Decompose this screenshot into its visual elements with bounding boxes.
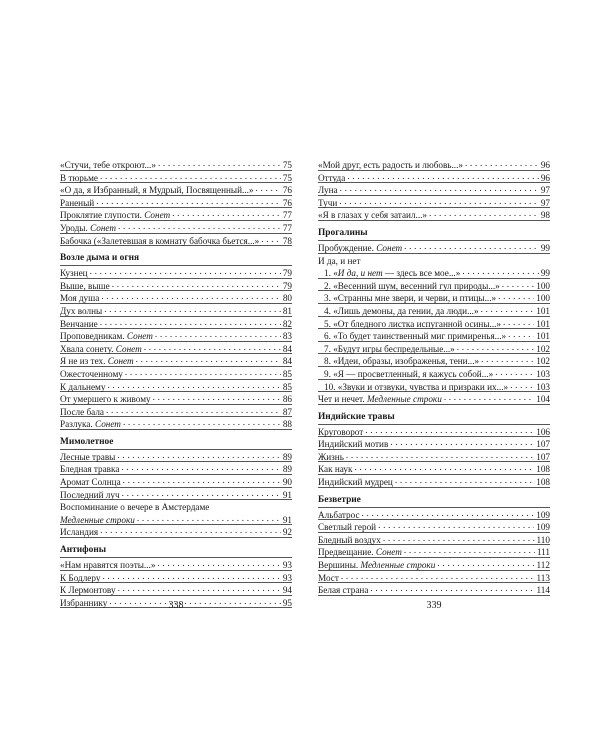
- toc-entry: [60, 183, 292, 196]
- entry-title: Вершины. Медленные строки: [318, 560, 436, 571]
- toc-subentry: [318, 317, 550, 330]
- dot-leader: [144, 342, 281, 352]
- page-reference: 101: [536, 331, 550, 342]
- entry-title: Альбатрос: [318, 509, 360, 520]
- page-reference: 84: [282, 356, 292, 367]
- entry-genre: И да, и нет: [337, 268, 383, 279]
- toc-entry: [60, 171, 292, 184]
- dot-leader: [118, 583, 281, 593]
- dot-leader: [444, 392, 534, 402]
- page-reference: 76: [282, 197, 292, 208]
- page-reference: 101: [536, 305, 550, 316]
- dot-leader: [481, 354, 534, 364]
- toc-entry: [60, 405, 292, 418]
- page-reference: 110: [536, 534, 550, 545]
- entry-title: Оттуда: [318, 172, 346, 183]
- toc-subentry: [318, 380, 550, 393]
- entry-title: Мост: [318, 572, 339, 583]
- entry-title: К Лермонтову: [60, 585, 116, 596]
- toc-entry: [60, 475, 292, 488]
- dot-leader: [125, 367, 281, 377]
- page-reference: 111: [536, 547, 550, 558]
- dot-leader: [365, 425, 534, 435]
- dot-leader: [101, 291, 281, 301]
- dot-leader: [96, 196, 281, 206]
- entry-title: Предвещание. Сонет: [318, 547, 402, 558]
- entry-title: Луна: [318, 185, 338, 196]
- page-reference: 93: [282, 560, 292, 571]
- toc-entry: [318, 520, 550, 533]
- page-reference: 83: [282, 331, 292, 342]
- toc-entry: [60, 158, 292, 171]
- entry-title: Моя душа: [60, 293, 100, 304]
- dot-leader: [390, 437, 534, 447]
- page-reference: 99: [540, 268, 550, 279]
- dot-leader: [437, 558, 534, 568]
- page-reference: 108: [536, 477, 550, 488]
- dot-leader: [498, 291, 534, 301]
- entry-genre: Медленные строки: [366, 394, 442, 405]
- page-reference: 80: [282, 293, 292, 304]
- page-reference: 89: [282, 464, 292, 475]
- entry-title: От умершего к живому: [60, 394, 151, 405]
- page-reference: 79: [282, 280, 292, 291]
- section-heading: Мимолетное: [60, 436, 292, 450]
- entry-title: Бабочка («Залетевшая в комнату бабочка бьется...»: [60, 235, 260, 246]
- page-reference: 87: [282, 406, 292, 417]
- page-reference: 109: [536, 509, 550, 520]
- toc-entry: [60, 583, 292, 596]
- toc-entry: [60, 500, 292, 513]
- page-reference: 92: [282, 527, 292, 538]
- page-reference: 89: [282, 451, 292, 462]
- toc-entry: [60, 196, 292, 209]
- dot-leader: [465, 158, 539, 168]
- entry-genre: Сонет: [126, 331, 153, 342]
- page-reference: 106: [536, 426, 550, 437]
- entry-genre: Медленные строки: [360, 560, 436, 571]
- entry-title: 1. «И да, и нет — здесь все мое...»: [324, 268, 461, 279]
- dot-leader: [104, 304, 281, 314]
- page-reference: 90: [282, 477, 292, 488]
- dot-leader: [100, 171, 281, 181]
- dot-leader: [106, 405, 281, 415]
- toc-entry: [60, 571, 292, 584]
- toc-entry: [60, 392, 292, 405]
- dot-leader: [137, 513, 281, 523]
- entry-title: 8. «Идеи, образы, изображенья, тени...»: [324, 356, 480, 367]
- dot-leader: [462, 266, 538, 276]
- entry-title: 5. «От бледного листка испуганной осины...»: [324, 318, 502, 329]
- toc-entry: [60, 234, 292, 247]
- entry-title: 9. «Я — просветленный, я кажусь собой...»: [324, 368, 494, 379]
- toc-entry: [318, 583, 550, 596]
- dot-leader: [339, 196, 539, 206]
- dot-leader: [121, 462, 280, 472]
- dot-leader: [117, 450, 280, 460]
- dot-leader: [153, 392, 281, 402]
- toc-entry: [318, 241, 550, 254]
- entry-title: Проповедникам. Сонет: [60, 331, 153, 342]
- dot-leader: [107, 380, 280, 390]
- dot-leader: [123, 417, 281, 427]
- section-heading: Безветрие: [318, 494, 550, 508]
- toc-entry: [318, 171, 550, 184]
- dot-leader: [256, 183, 281, 193]
- toc-entry: [318, 254, 550, 267]
- toc-entry: [318, 158, 550, 171]
- dot-leader: [100, 525, 281, 535]
- toc-subentry: [318, 367, 550, 380]
- entry-title: После бала: [60, 406, 104, 417]
- toc-entry: [60, 342, 292, 355]
- dot-leader: [354, 462, 534, 472]
- toc-entry: [60, 558, 292, 571]
- section-heading: Возле дыма и огня: [60, 252, 292, 266]
- page-reference: 86: [282, 394, 292, 405]
- entry-title: Ожесточенному: [60, 368, 123, 379]
- entry-title: 10. «Звуки и отзвуки, чувства и призраки их...»: [324, 381, 509, 392]
- section-heading: Индийские травы: [318, 411, 550, 425]
- page-reference: 93: [282, 572, 292, 583]
- entry-genre: Сонет: [90, 222, 116, 233]
- toc-entry: [60, 450, 292, 463]
- page-reference: 91: [282, 489, 292, 500]
- toc-entry: [318, 558, 550, 571]
- dot-leader: [100, 317, 281, 327]
- dot-leader: [261, 234, 281, 244]
- entry-title: Круговорот: [318, 426, 364, 437]
- page-reference: 113: [536, 572, 550, 583]
- page-reference: 107: [536, 451, 550, 462]
- page-reference: 84: [282, 343, 292, 354]
- toc-entry: [60, 291, 292, 304]
- page-reference: 96: [540, 160, 550, 170]
- entry-title: 4. «Лишь демоны, да гении, да люди...»: [324, 305, 479, 316]
- page-reference: 76: [282, 185, 292, 196]
- entry-title: В тюрьме: [60, 172, 98, 183]
- entry-title: Аромат Солнца: [60, 477, 121, 488]
- entry-title: Индийский мотив: [318, 439, 389, 450]
- toc-entry: [60, 488, 292, 501]
- entry-title: «Стучи, тебе откроют...»: [60, 160, 156, 170]
- dot-leader: [383, 533, 535, 543]
- dot-leader: [503, 317, 534, 327]
- dot-leader: [457, 342, 534, 352]
- entry-title: Бледный воздух: [318, 534, 381, 545]
- page-reference: 75: [282, 172, 292, 183]
- entry-title: Я не из тех. Сонет: [60, 356, 134, 367]
- page-reference: 108: [536, 464, 550, 475]
- dot-leader: [510, 380, 534, 390]
- dot-leader: [157, 558, 280, 568]
- toc-subentry: [318, 291, 550, 304]
- toc-entry: [60, 513, 292, 526]
- dot-leader: [122, 488, 281, 498]
- left-page-contents: [60, 158, 292, 608]
- toc-entry: [60, 417, 292, 430]
- page-reference: 97: [540, 197, 550, 208]
- page-reference: 107: [536, 439, 550, 450]
- entry-title: Светлый герой: [318, 522, 377, 533]
- dot-leader: [395, 475, 534, 485]
- entry-genre: Сонет: [376, 242, 403, 253]
- entry-genre: Сонет: [107, 356, 134, 367]
- toc-entry: [60, 380, 292, 393]
- toc-entry: [318, 183, 550, 196]
- page-reference: 102: [536, 343, 550, 354]
- page-reference: 100: [536, 280, 550, 291]
- page-reference: 112: [536, 560, 550, 571]
- dot-leader: [495, 367, 534, 377]
- dot-leader: [340, 183, 539, 193]
- dot-leader: [502, 279, 534, 289]
- page-number-left: 338: [168, 600, 184, 611]
- page-reference: 75: [282, 160, 292, 170]
- toc-subentry: [318, 304, 550, 317]
- toc-entry: [318, 571, 550, 584]
- page-reference: 95: [282, 597, 292, 608]
- dot-leader: [90, 266, 281, 276]
- toc-entry: [318, 508, 550, 521]
- entry-title: Тучи: [318, 197, 338, 208]
- dot-leader: [363, 254, 548, 264]
- toc-entry: [318, 392, 550, 405]
- entry-title: Пробуждение. Сонет: [318, 242, 403, 253]
- entry-title: Уроды. Сонет: [60, 222, 116, 233]
- toc-entry: [60, 462, 292, 475]
- page-reference: 77: [282, 210, 292, 221]
- page-reference: 101: [536, 318, 550, 329]
- dot-leader: [404, 241, 539, 251]
- page-reference: 91: [282, 514, 292, 525]
- entry-genre: Сонет: [375, 547, 402, 558]
- entry-title: Проклятие глупости. Сонет: [60, 210, 171, 221]
- page-reference: 94: [282, 585, 292, 596]
- toc-entry: [60, 208, 292, 221]
- page-reference: 85: [282, 381, 292, 392]
- entry-title: Выше, выше: [60, 280, 110, 291]
- entry-title: И да, и нет: [318, 255, 361, 266]
- dot-leader: [136, 354, 281, 364]
- dot-leader: [378, 520, 534, 530]
- section-heading: Антифоны: [60, 544, 292, 558]
- toc-subentry: [318, 266, 550, 279]
- entry-title: Белая страна: [318, 585, 369, 596]
- toc-entry: [60, 221, 292, 234]
- entry-title: К дальнему: [60, 381, 106, 392]
- page-reference: 96: [540, 172, 550, 183]
- toc-entry: [60, 266, 292, 279]
- toc-entry: [318, 425, 550, 438]
- dot-leader: [429, 208, 539, 218]
- entry-title: Избраннику: [60, 597, 108, 608]
- page-reference: 78: [282, 235, 292, 246]
- entry-title: «Мой друг, есть радость и любовь...»: [318, 160, 463, 170]
- toc-subentry: [318, 342, 550, 355]
- page-reference: 88: [282, 419, 292, 430]
- dot-leader: [102, 571, 280, 581]
- page-reference: 82: [282, 318, 292, 329]
- page-reference: 99: [540, 242, 550, 253]
- toc-entry: [60, 317, 292, 330]
- entry-title: Раненый: [60, 197, 95, 208]
- entry-title: «О да, я Избранный, я Мудрый, Посвященный...»: [60, 185, 254, 196]
- toc-subentry: [318, 354, 550, 367]
- toc-entry: [318, 533, 550, 546]
- toc-entry: [318, 545, 550, 558]
- toc-entry: [60, 329, 292, 342]
- entry-title: Индийский мудрец: [318, 477, 393, 488]
- dot-leader: [172, 208, 281, 218]
- entry-title: «Я в глазах у себя затаил...»: [318, 210, 428, 221]
- page-number-right: 339: [426, 600, 442, 611]
- dot-leader: [404, 545, 535, 555]
- toc-entry: [318, 437, 550, 450]
- toc-subentry: [318, 329, 550, 342]
- entry-title: Разлука. Сонет: [60, 419, 121, 430]
- right-page-contents: [318, 158, 550, 596]
- entry-title: Чет и нечет. Медленные строки: [318, 394, 442, 405]
- dot-leader: [347, 171, 539, 181]
- toc-entry: [318, 462, 550, 475]
- entry-title: Хвала сонету. Сонет: [60, 343, 142, 354]
- page-reference: 100: [536, 293, 550, 304]
- page-reference: 98: [540, 210, 550, 221]
- entry-title: Последний луч: [60, 489, 120, 500]
- toc-entry: [60, 525, 292, 538]
- dot-leader: [370, 583, 534, 593]
- dot-leader: [155, 329, 281, 339]
- toc-entry: [60, 367, 292, 380]
- dot-leader: [211, 500, 290, 510]
- page-reference: 97: [540, 185, 550, 196]
- toc-entry: [318, 196, 550, 209]
- entry-title: 6. «То будет таинственный миг примиренья...»: [324, 331, 507, 342]
- entry-title: Исландия: [60, 527, 99, 538]
- page-reference: 109: [536, 522, 550, 533]
- entry-title: 3. «Странны мне звери, и черви, и птицы...»: [324, 293, 497, 304]
- dot-leader: [123, 475, 281, 485]
- toc-entry: [318, 208, 550, 221]
- entry-title: Как наук: [318, 464, 353, 475]
- page-reference: 102: [536, 356, 550, 367]
- entry-title: 2. «Весенний шум, весенний гул природы...»: [324, 280, 500, 291]
- toc-entry: [60, 304, 292, 317]
- entry-title: Жизнь: [318, 451, 344, 462]
- page-reference: 104: [536, 394, 550, 405]
- page-reference: 103: [536, 368, 550, 379]
- toc-entry: [60, 354, 292, 367]
- dot-leader: [341, 571, 535, 581]
- entry-title: Венчание: [60, 318, 98, 329]
- dot-leader: [118, 221, 281, 231]
- page-reference: 77: [282, 222, 292, 233]
- toc-subentry: [318, 279, 550, 292]
- dot-leader: [481, 304, 535, 314]
- page-reference: 81: [282, 305, 292, 316]
- entry-genre: Сонет: [95, 419, 121, 430]
- entry-title: Кузнец: [60, 268, 88, 279]
- entry-genre: Медленные строки: [60, 514, 135, 525]
- dot-leader: [362, 508, 535, 518]
- dot-leader: [112, 279, 281, 289]
- entry-title: К Бодлеру: [60, 572, 101, 583]
- entry-title: Воспоминание о вечере в Амстердаме: [60, 502, 210, 513]
- page-reference: 103: [536, 381, 550, 392]
- entry-title: «Нам нравятся поэты...»: [60, 560, 156, 571]
- page-reference: 85: [282, 368, 292, 379]
- entry-title: Лесные травы: [60, 451, 116, 462]
- entry-title: 7. «Будут игры беспредельные...»: [324, 343, 455, 354]
- toc-entry: [318, 450, 550, 463]
- section-heading: Прогалины: [318, 227, 550, 241]
- toc-entry: [60, 279, 292, 292]
- entry-genre: Сонет: [115, 343, 142, 354]
- dot-leader: [346, 450, 534, 460]
- page-reference: 79: [282, 268, 292, 279]
- entry-genre: Сонет: [144, 210, 171, 221]
- entry-title: Дух волны: [60, 305, 103, 316]
- page-reference: 114: [536, 585, 550, 596]
- entry-title: Бледная травка: [60, 464, 120, 475]
- toc-entry: [318, 475, 550, 488]
- dot-leader: [158, 158, 281, 168]
- dot-leader: [508, 329, 534, 339]
